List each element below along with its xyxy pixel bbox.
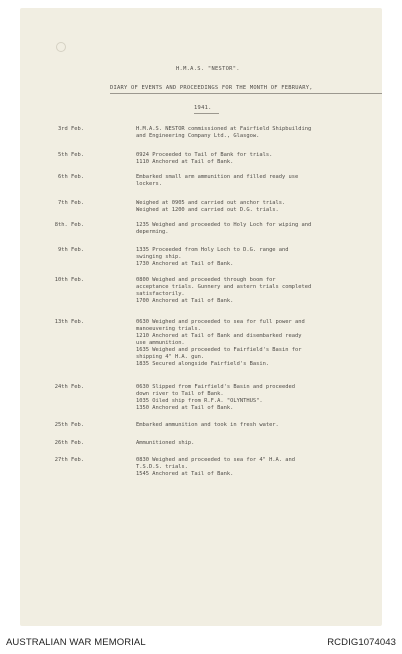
entry-text [136, 457, 295, 478]
entry-date: 27th Feb. [54, 457, 84, 463]
entry-line: 0800 Weighed and proceeded through boom for [136, 277, 276, 283]
entry-date: 24th Feb. [54, 384, 84, 390]
entry-text [136, 174, 298, 188]
entry-line: lockers. [136, 181, 162, 187]
entry-line: acceptance trials. Gunnery and astern trials completed [136, 284, 312, 290]
entry-line: 1635 Weighed and proceeded to Fairfield's Basin for [136, 347, 302, 353]
entry-text [136, 247, 289, 268]
entry-line: H.M.A.S. NESTOR commissioned at Fairfield Shipbuilding [136, 126, 312, 132]
entry-date: 26th Feb. [54, 440, 84, 446]
entry-line: deperming. [136, 229, 169, 235]
entry-text [136, 222, 311, 236]
entry-line: swinging ship. [136, 254, 182, 260]
entry-text [136, 200, 285, 214]
entry-line: Ammunitioned ship. [136, 440, 195, 446]
entry-line: 1350 Anchored at Tail of Bank. [136, 405, 234, 411]
entry-line: 0924 Proceeded to Tail of Bank for trials. [136, 152, 273, 158]
entry-date: 10th Feb. [54, 277, 84, 283]
footer-record-id: RCDIG1074043 [327, 637, 396, 648]
entry-line: T.S.D.S. trials. [136, 464, 188, 470]
entry-line: and Engineering Company Ltd., Glasgow. [136, 133, 260, 139]
entry-date: 13th Feb. [54, 319, 84, 325]
entry-line: Embarked ammunition and took in fresh water. [136, 422, 279, 428]
entry-line: 1335 Proceeded from Holy Loch to D.G. range and [136, 247, 289, 253]
entry-line: 0630 Slipped from Fairfield's Basin and proceeded [136, 384, 296, 390]
entry-date: 25th Feb. [54, 422, 84, 428]
entry-text [136, 440, 194, 447]
entry-line: Weighed at 1200 and carried out D.G. trials. [136, 207, 279, 213]
entry-date: 9th Feb. [58, 247, 84, 253]
entry-date: 7th Feb. [58, 200, 84, 206]
entry-text [136, 126, 311, 140]
punch-hole-mark [56, 42, 66, 52]
entry-line: Embarked small arm ammunition and filled ready use [136, 174, 299, 180]
footer-organisation: AUSTRALIAN WAR MEMORIAL [6, 637, 146, 648]
entry-line: 1210 Anchored at Tail of Bank and disembarked ready [136, 333, 302, 339]
entry-line: 1835 Secured alongside Fairfield's Basin. [136, 361, 270, 367]
entry-line: 1545 Anchored at Tail of Bank. [136, 471, 234, 477]
entry-line: 1700 Anchored at Tail of Bank. [136, 298, 234, 304]
entry-line: use ammunition. [136, 340, 185, 346]
title-underline [110, 93, 382, 94]
entry-text [136, 152, 272, 166]
document-title: DIARY OF EVENTS AND PROCEEDINGS FOR THE MONTH OF FEBRUARY, [110, 85, 313, 91]
archival-document-page [20, 8, 382, 626]
entry-line: 1730 Anchored at Tail of Bank. [136, 261, 234, 267]
entry-text [136, 277, 311, 305]
entry-date: 5th Feb. [58, 152, 84, 158]
entry-line: 0630 Weighed and proceeded to sea for full power and [136, 319, 305, 325]
document-ship-heading: H.M.A.S. "NESTOR". [176, 66, 240, 72]
entry-date: 6th Feb. [58, 174, 84, 180]
entry-line: 1035 Oiled ship from R.F.A. "OLYNTHUS". [136, 398, 263, 404]
entry-line: down river to Tail of Bank. [136, 391, 224, 397]
entry-text [136, 319, 305, 368]
entry-line: 1235 Weighed and proceeded to Holy Loch for wiping and [136, 222, 312, 228]
entry-text [136, 384, 295, 412]
document-year: 1941. [194, 105, 212, 111]
entry-line: 0830 Weighed and proceeded to sea for 4" H.A. and [136, 457, 296, 463]
entry-date: 8th. Feb. [54, 222, 84, 228]
entry-line: manoeuvering trials. [136, 326, 201, 332]
entry-line: 1110 Anchored at Tail of Bank. [136, 159, 234, 165]
entry-date: 3rd Feb. [58, 126, 84, 132]
entry-line: Weighed at 0905 and carried out anchor trials. [136, 200, 286, 206]
entry-line: satisfactorily. [136, 291, 185, 297]
entry-text [136, 422, 279, 429]
entry-line: shipping 4" H.A. gun. [136, 354, 205, 360]
year-underline [194, 113, 219, 114]
